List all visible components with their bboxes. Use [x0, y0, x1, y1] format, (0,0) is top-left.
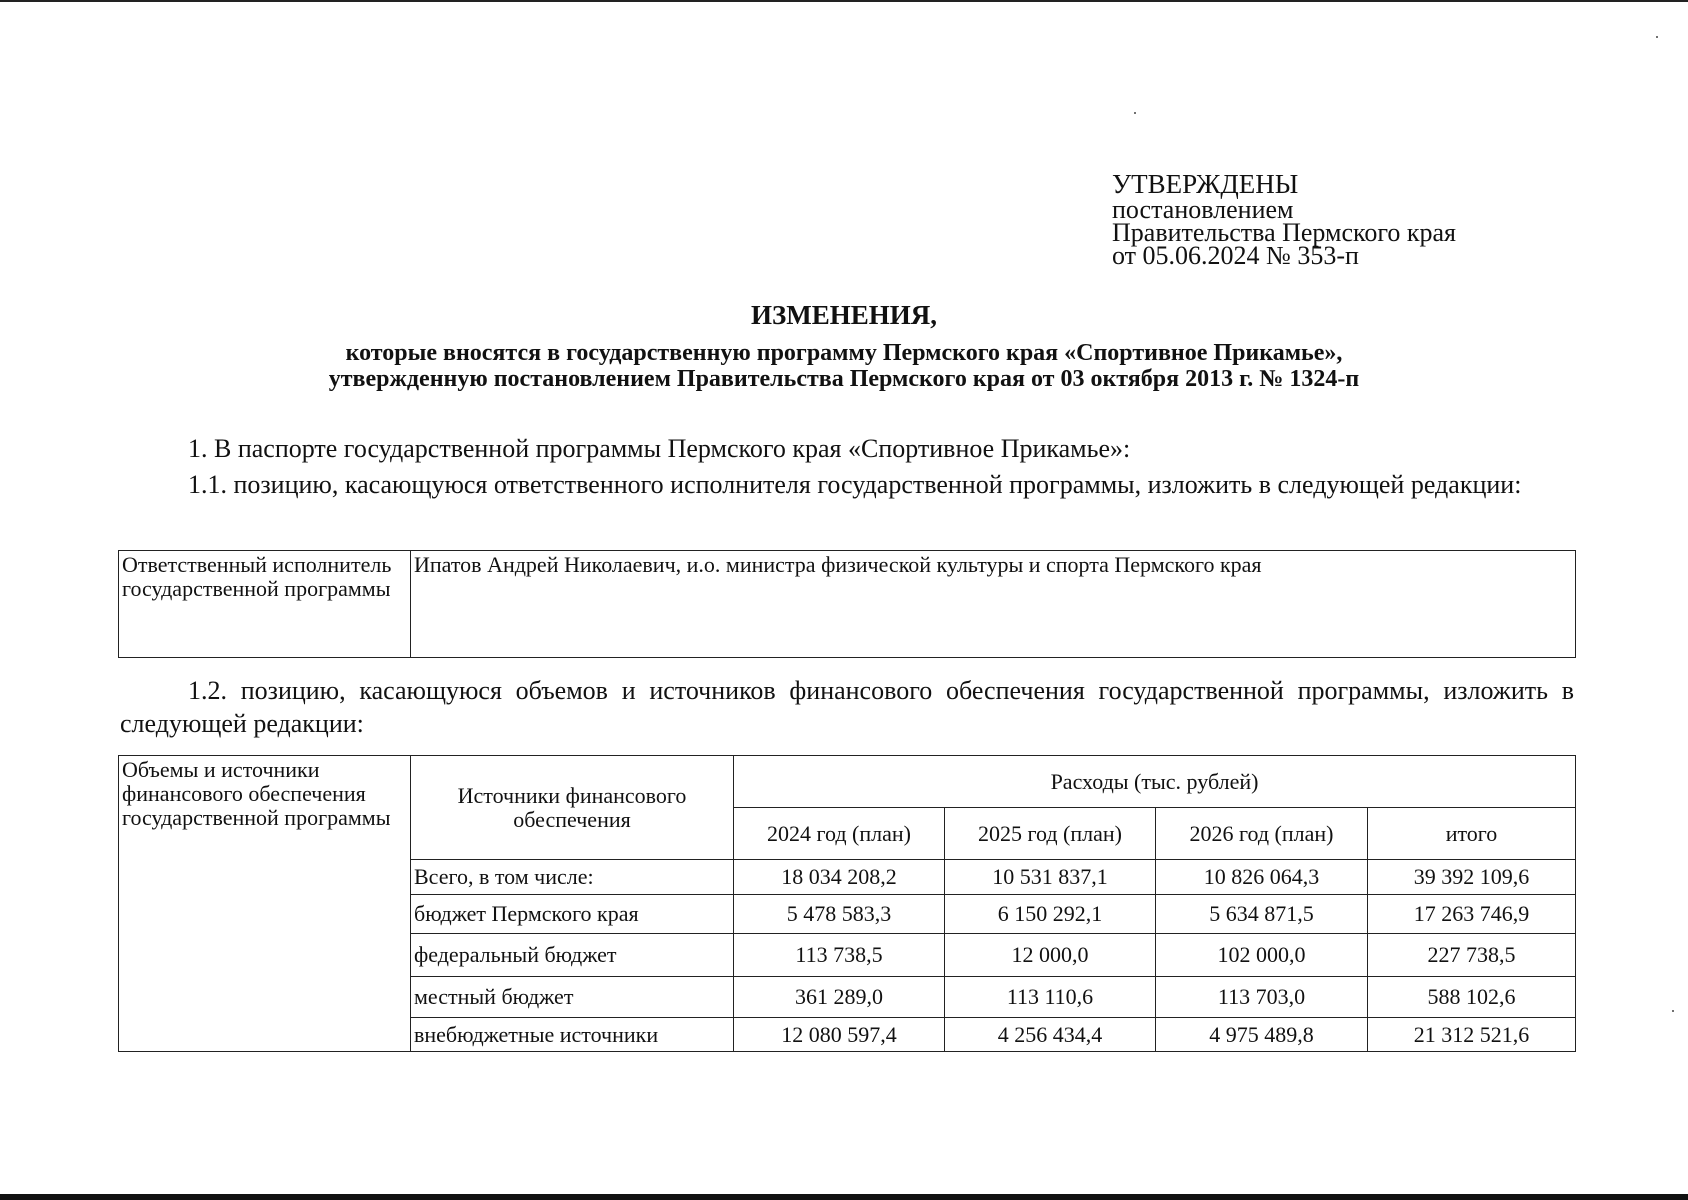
approval-line-2: постановлением	[1112, 195, 1294, 224]
financing-row-label: Объемы и источники финансового обеспечения государственной программы	[119, 756, 411, 1052]
value-total: 21 312 521,6	[1368, 1018, 1576, 1052]
year-header-2025: 2025 год (план)	[945, 808, 1156, 860]
responsible-executor-table	[118, 550, 1576, 658]
paragraph-1-2	[120, 674, 1574, 740]
value-2025: 4 256 434,4	[945, 1018, 1156, 1052]
total-header: итого	[1368, 808, 1576, 860]
value-total: 39 392 109,6	[1368, 860, 1576, 895]
scan-speck	[1134, 112, 1136, 114]
source-cell: местный бюджет	[411, 977, 734, 1018]
subtitle-line-1: которые вносятся в государственную программу Пермского края «Спортивное Прикамье»,	[345, 340, 1343, 366]
approval-line-3: Правительства Пермского края	[1112, 218, 1456, 247]
source-cell: федеральный бюджет	[411, 934, 734, 977]
paragraph-1-text: 1. В паспорте государственной программы Пермского края «Спортивное Прикамье»:	[188, 434, 1131, 463]
value-2025: 6 150 292,1	[945, 895, 1156, 934]
value-total: 588 102,6	[1368, 977, 1576, 1018]
value-2026: 10 826 064,3	[1156, 860, 1368, 895]
scan-speck	[1672, 1010, 1674, 1012]
value-2024: 18 034 208,2	[734, 860, 945, 895]
financing-table	[118, 755, 1576, 1052]
paragraph-1-1	[120, 468, 1574, 501]
approval-line-1: УТВЕРЖДЕНЫ	[1112, 169, 1299, 199]
scan-top-edge	[0, 0, 1688, 2]
value-2024: 12 080 597,4	[734, 1018, 945, 1052]
value-2026: 102 000,0	[1156, 934, 1368, 977]
value-total: 17 263 746,9	[1368, 895, 1576, 934]
value-2026: 5 634 871,5	[1156, 895, 1368, 934]
paragraph-1-2-text: 1.2. позицию, касающуюся объемов и источников финансового обеспечения государственной программы, изложить в следующей редакции:	[120, 676, 1574, 738]
value-2025: 12 000,0	[945, 934, 1156, 977]
subtitle-line-2: утвержденную постановлением Правительства Пермского края от 03 октября 2013 г. № 1324-п	[328, 366, 1360, 392]
year-header-2026: 2026 год (план)	[1156, 808, 1368, 860]
year-header-2024: 2024 год (план)	[734, 808, 945, 860]
value-2026: 113 703,0	[1156, 977, 1368, 1018]
scan-speck	[1656, 36, 1658, 38]
responsible-executor-label: Ответственный исполнитель государственной программы	[119, 551, 411, 658]
value-2024: 113 738,5	[734, 934, 945, 977]
value-2025: 10 531 837,1	[945, 860, 1156, 895]
paragraph-1	[120, 432, 1574, 465]
approval-line-4: от 05.06.2024 № 353-п	[1112, 241, 1359, 270]
document-title: ИЗМЕНЕНИЯ,	[750, 300, 937, 330]
source-cell: бюджет Пермского края	[411, 895, 734, 934]
value-2026: 4 975 489,8	[1156, 1018, 1368, 1052]
value-2025: 113 110,6	[945, 977, 1156, 1018]
source-cell: внебюджетные источники	[411, 1018, 734, 1052]
value-2024: 361 289,0	[734, 977, 945, 1018]
document-subtitle	[0, 340, 1688, 392]
approval-stamp	[1112, 169, 1456, 270]
expenses-header: Расходы (тыс. рублей)	[734, 756, 1576, 808]
responsible-executor-value: Ипатов Андрей Николаевич, и.о. министра физической культуры и спорта Пермского края	[411, 551, 1576, 658]
source-cell: Всего, в том числе:	[411, 860, 734, 895]
paragraph-1-1-text: 1.1. позицию, касающуюся ответственного исполнителя государственной программы, изложить в следующей редакции:	[188, 470, 1522, 499]
value-total: 227 738,5	[1368, 934, 1576, 977]
scan-bottom-edge	[0, 1194, 1688, 1200]
value-2024: 5 478 583,3	[734, 895, 945, 934]
sources-header: Источники финансового обеспечения	[411, 756, 734, 860]
